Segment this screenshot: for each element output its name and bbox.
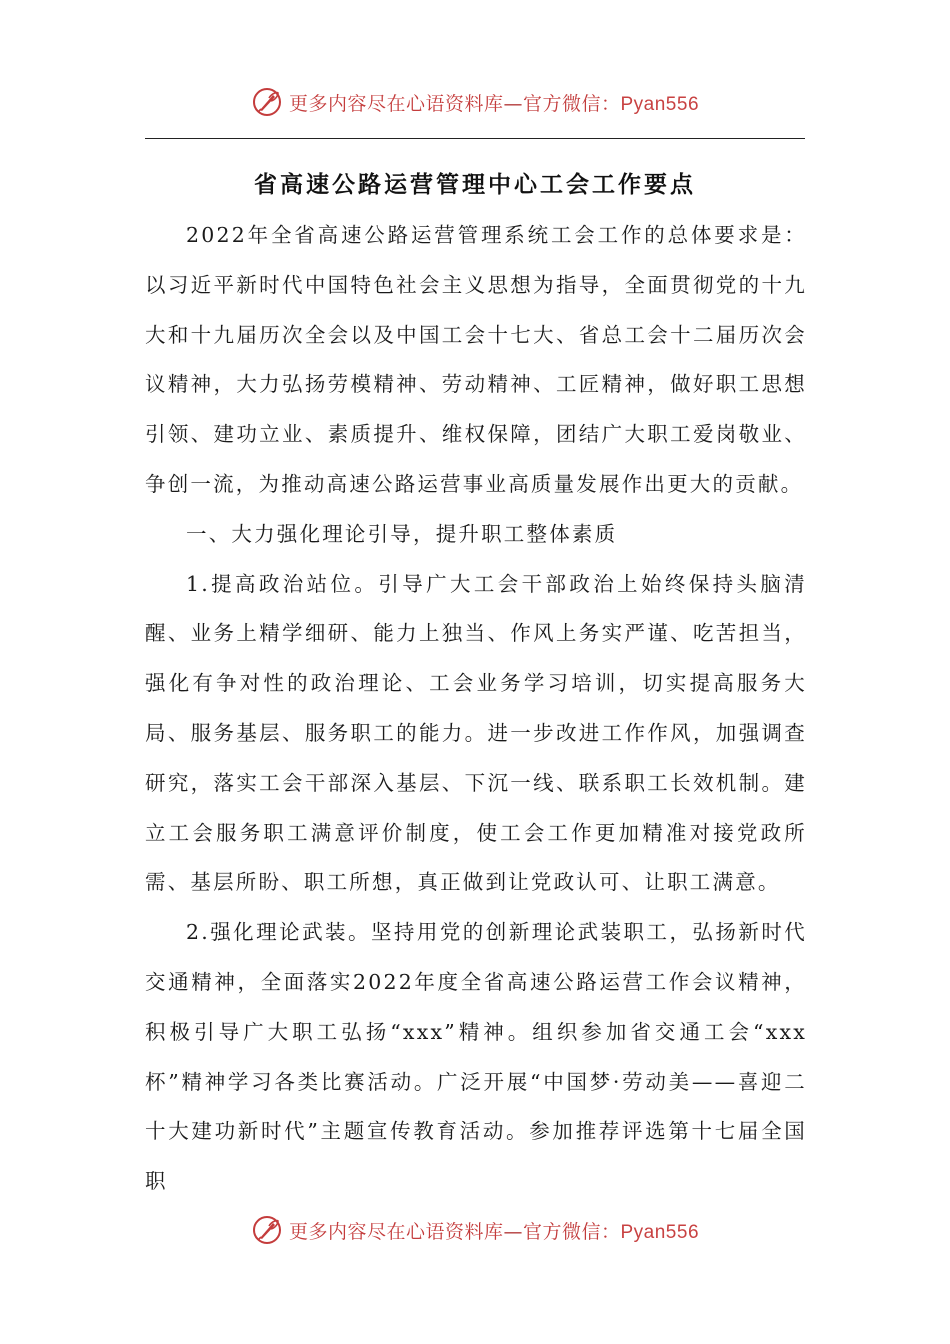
banner-text bbox=[289, 1217, 699, 1244]
section-heading-1: 一、大力强化理论引导，提升职工整体素质 bbox=[186, 521, 618, 546]
document-body bbox=[145, 211, 807, 1207]
quill-logo-icon bbox=[251, 86, 283, 118]
banner-dash: — bbox=[503, 1220, 523, 1243]
header-divider bbox=[145, 138, 805, 139]
paragraph-intro: 2022年全省高速公路运营管理系统工会工作的总体要求是：以习近平新时代中国特色社会主义思想为指导，全面贯彻党的十九大和十九届历次全会以及中国工会十七大、省总工会十二届历次会议精神，大力弘扬劳模精神、劳动精神、工匠精神，做好职工思想引领、建功立业、素质提升、维权保障，团结广大职工爱岗敬业、争创一流，为推动高速公路运营事业高质量发展作出更大的贡献。 bbox=[145, 223, 807, 496]
paragraph-item-1: 1.提高政治站位。引导广大工会干部政治上始终保持头脑清醒、业务上精学细研、能力上独当、作风上务实严谨、吃苦担当，强化有争对性的政治理论、工会业务学习培训，切实提高服务大局、服务基层、服务职工的能力。进一步改进工作作风，加强调查研究，落实工会干部深入基层、下沉一线、联系职工长效机制。建立工会服务职工满意评价制度，使工会工作更加精准对接党政所需、基层所盼、职工所想，真正做到让党政认可、让职工满意。 bbox=[145, 571, 807, 895]
banner-main-text: 更多内容尽在心语资料库 bbox=[288, 1220, 504, 1243]
banner-main-text: 更多内容尽在心语资料库 bbox=[288, 92, 504, 115]
banner-wechat-label: 官方微信： bbox=[522, 92, 621, 115]
banner-wechat-id: Pyan556 bbox=[620, 93, 700, 115]
banner-wechat-label: 官方微信： bbox=[522, 1220, 621, 1243]
footer-banner bbox=[0, 1210, 950, 1250]
banner-text bbox=[289, 89, 699, 116]
quill-logo-icon bbox=[251, 1214, 283, 1246]
banner-wechat-id: Pyan556 bbox=[620, 1221, 700, 1243]
paragraph-item-2: 2.强化理论武装。坚持用党的创新理论武装职工，弘扬新时代交通精神，全面落实2022年度全省高速公路运营工作会议精神，积极引导广大职工弘扬“xxx”精神。组织参加省交通工会“xxx杯”精神学习各类比赛活动。广泛开展“中国梦·劳动美——喜迎二十大建功新时代”主题宣传教育活动。参加推荐评选第十七届全国职 bbox=[145, 920, 807, 1194]
document-title: 省高速公路运营管理中心工会工作要点 bbox=[254, 172, 696, 198]
header-banner bbox=[0, 82, 950, 122]
banner-dash: — bbox=[503, 92, 523, 115]
